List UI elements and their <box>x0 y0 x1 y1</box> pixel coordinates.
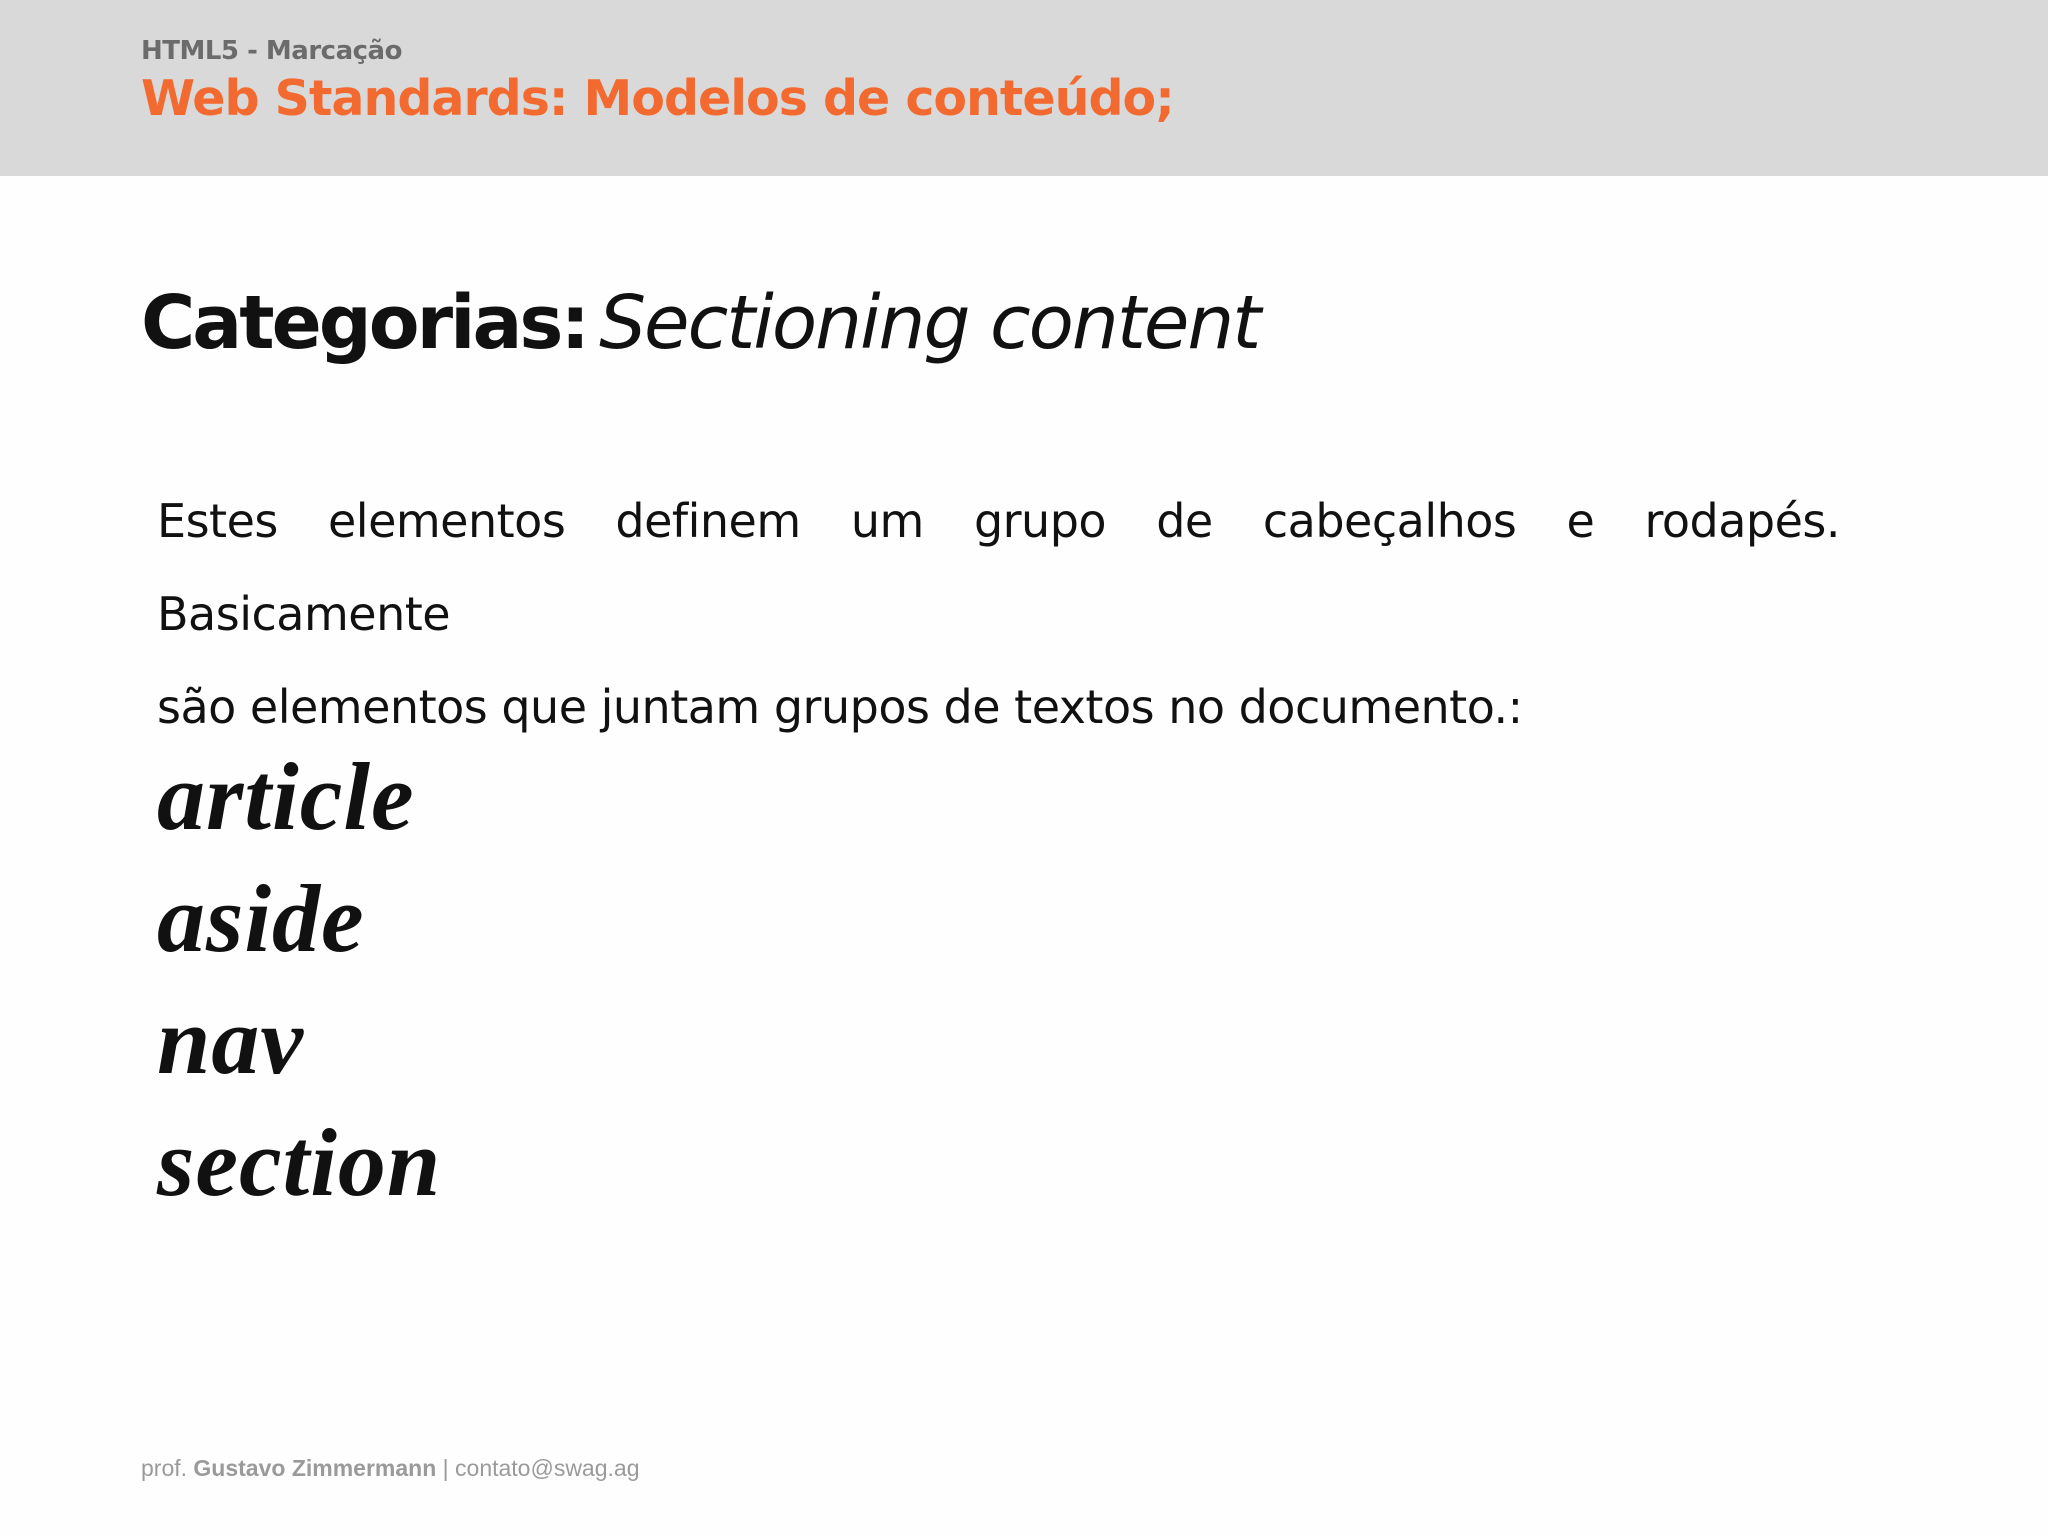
course-label: HTML5 - Marcação <box>141 36 402 66</box>
element-item-nav: nav <box>157 987 304 1094</box>
footer-separator: | <box>442 1455 449 1481</box>
slide-title: Web Standards: Modelos de conteúdo; <box>141 70 1174 127</box>
element-item-aside: aside <box>157 865 365 972</box>
element-item-article: article <box>157 743 415 850</box>
header-bar <box>0 0 2048 176</box>
section-heading <box>141 280 1259 366</box>
footer-author: Gustavo Zimmermann <box>193 1455 437 1481</box>
description-paragraph <box>157 475 1840 754</box>
section-heading-topic: Sectioning content <box>599 280 1260 366</box>
element-item-section: section <box>157 1109 442 1216</box>
footer-prefix: prof. <box>141 1455 188 1481</box>
footer <box>141 1455 640 1482</box>
description-line-2: são elementos que juntam grupos de textos no documento.: <box>157 680 1523 734</box>
description-line-1: Estes elementos definem um grupo de cabeçalhos e rodapés. Basicamente <box>157 494 1840 641</box>
section-heading-label: Categorias: <box>141 280 588 366</box>
element-list <box>157 736 441 1224</box>
footer-contact: contato@swag.ag <box>455 1455 640 1481</box>
